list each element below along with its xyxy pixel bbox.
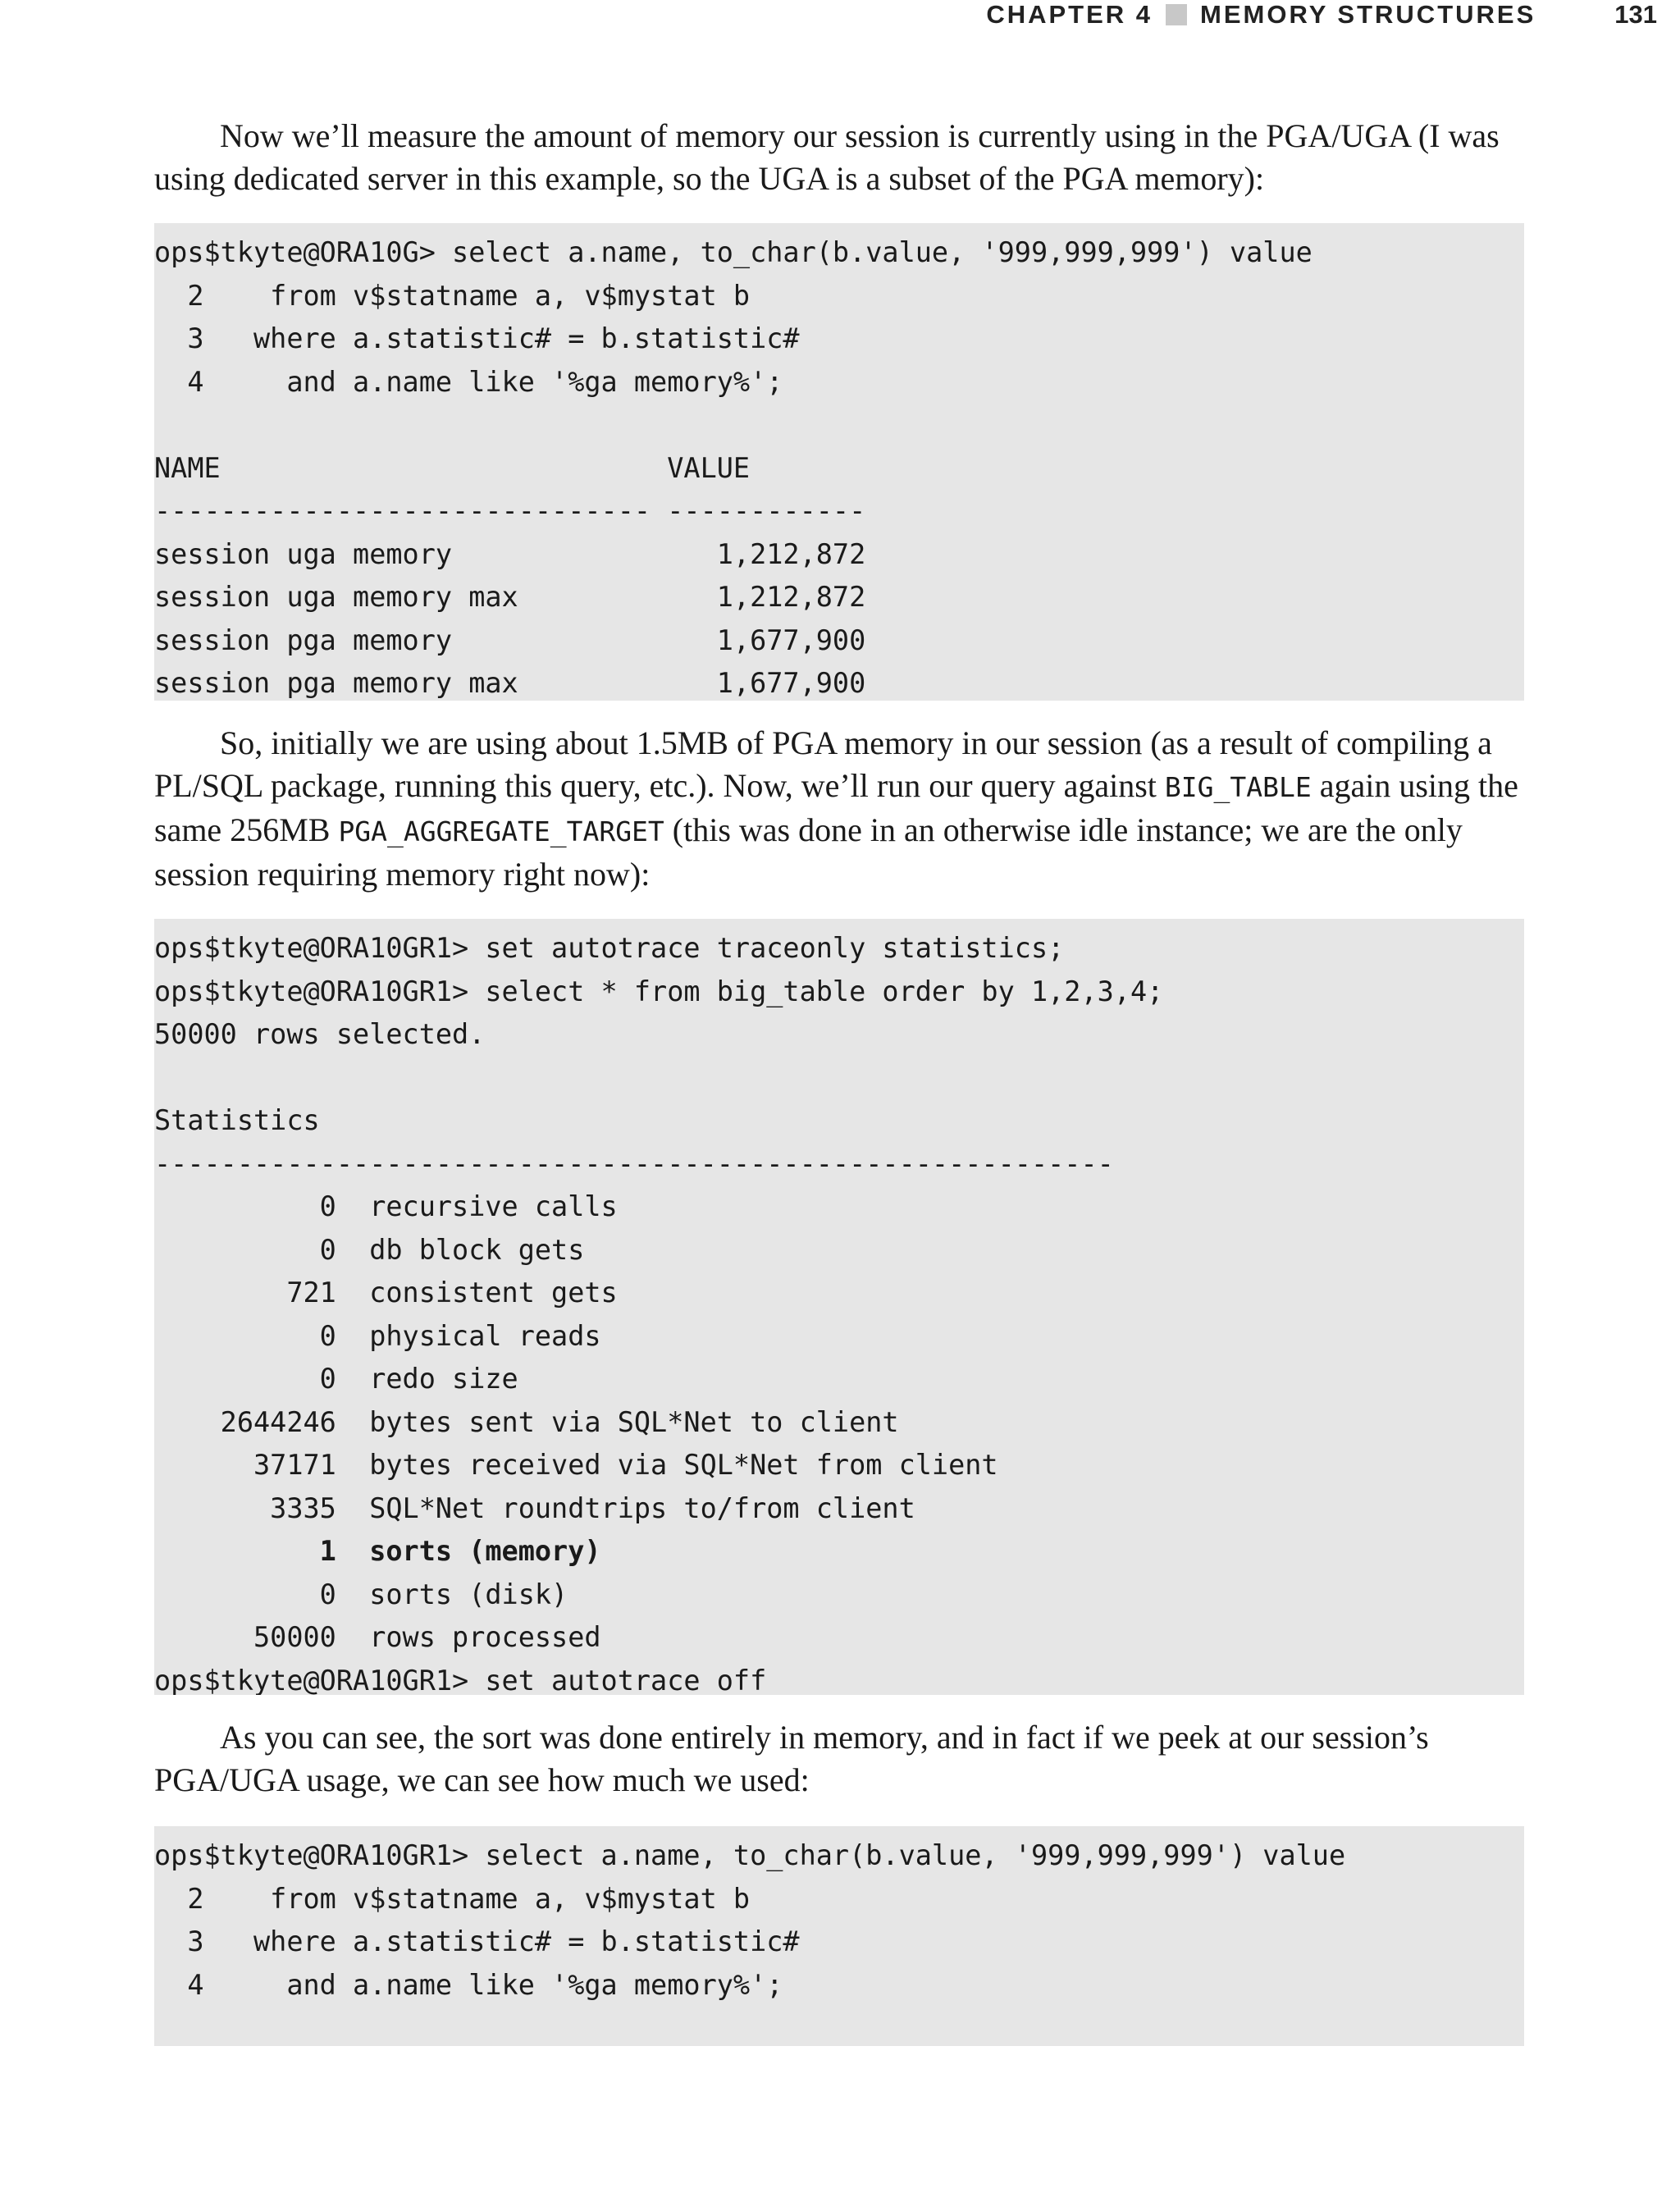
inline-code-pga-aggregate-target: PGA_AGGREGATE_TARGET <box>338 815 664 847</box>
code-line: session uga memory 1,212,872 <box>154 537 866 570</box>
code-line: 0 recursive calls <box>154 1190 618 1222</box>
code-line: 3 where a.statistic# = b.statistic# <box>154 322 800 354</box>
code-line <box>154 1057 1524 1100</box>
code-line: 0 redo size <box>154 1363 518 1395</box>
code-line: ops$tkyte@ORA10GR1> select * from big_table order by 1,2,3,4; <box>154 975 1164 1007</box>
code-line: ops$tkyte@ORA10GR1> select a.name, to_char(b.value, '999,999,999') value <box>154 1839 1346 1871</box>
code-block-2 <box>154 919 1524 1695</box>
paragraph-1 <box>154 115 1532 200</box>
code-line <box>154 404 1524 447</box>
code-line: 37171 bytes received via SQL*Net from client <box>154 1449 998 1481</box>
section-title: MEMORY STRUCTURES <box>1200 0 1536 29</box>
code-line: session pga memory 1,677,900 <box>154 623 866 656</box>
code-line: 3335 SQL*Net roundtrips to/from client <box>154 1491 915 1524</box>
code-line: 0 db block gets <box>154 1233 585 1266</box>
code-line: 3 where a.statistic# = b.statistic# <box>154 1925 800 1957</box>
code-line: 1 sorts (memory) <box>154 1535 601 1567</box>
paragraph-2-text-c: (this was done in an otherwise idle instance; we are the only session requiring memory right now): <box>154 811 1463 893</box>
code-line: ------------------------------ ------------ <box>154 495 866 527</box>
paragraph-1-text: Now we’ll measure the amount of memory our session is currently using in the PGA/UGA (I was using dedicated server in this example, so the UGA is a subset of the PGA memory): <box>154 117 1500 197</box>
code-line: 2 from v$statname a, v$mystat b <box>154 1882 751 1915</box>
chapter-label: CHAPTER 4 <box>986 0 1153 29</box>
inline-code-big-table: BIG_TABLE <box>1164 771 1312 803</box>
running-header <box>986 0 1657 30</box>
page-number: 131 <box>1614 0 1657 29</box>
code-line: 4 and a.name like '%ga memory%'; <box>154 365 783 398</box>
code-line: NAME VALUE <box>154 451 751 484</box>
code-line: 2 from v$statname a, v$mystat b <box>154 279 751 312</box>
code-line: 50000 rows selected. <box>154 1018 486 1050</box>
code-line: session pga memory max 1,677,900 <box>154 667 866 699</box>
paragraph-3-text: As you can see, the sort was done entirely in memory, and in fact if we peek at our session’s PGA/UGA usage, we can see how much we used: <box>154 1719 1429 1798</box>
code-line: Statistics <box>154 1104 320 1136</box>
code-line: 721 consistent gets <box>154 1277 618 1309</box>
paragraph-3 <box>154 1716 1532 1802</box>
header-square-icon <box>1166 4 1187 25</box>
code-line: ops$tkyte@ORA10GR1> set autotrace traceonly statistics; <box>154 932 1065 964</box>
code-line: ops$tkyte@ORA10GR1> set autotrace off <box>154 1664 767 1695</box>
code-line: 2644246 bytes sent via SQL*Net to client <box>154 1405 899 1438</box>
paragraph-2-text-a: So, initially we are using about 1.5MB of PGA memory in our session (as a result of compiling a PL/SQL package, running this query, etc.). Now, we’ll run our query against <box>154 724 1492 804</box>
paragraph-2-text-b: again using the same 256MB <box>154 767 1518 848</box>
code-line: ops$tkyte@ORA10G> select a.name, to_char(b.value, '999,999,999') value <box>154 236 1312 268</box>
code-line: 0 sorts (disk) <box>154 1578 568 1610</box>
code-block-3 <box>154 1826 1524 2046</box>
paragraph-2 <box>154 722 1532 896</box>
code-line: session uga memory max 1,212,872 <box>154 581 866 613</box>
code-line: 4 and a.name like '%ga memory%'; <box>154 1968 783 2001</box>
code-line: 50000 rows processed <box>154 1621 601 1653</box>
code-line: 0 physical reads <box>154 1319 601 1352</box>
code-block-1 <box>154 223 1524 701</box>
code-line: ---------------------------------------------------------- <box>154 1147 1114 1180</box>
